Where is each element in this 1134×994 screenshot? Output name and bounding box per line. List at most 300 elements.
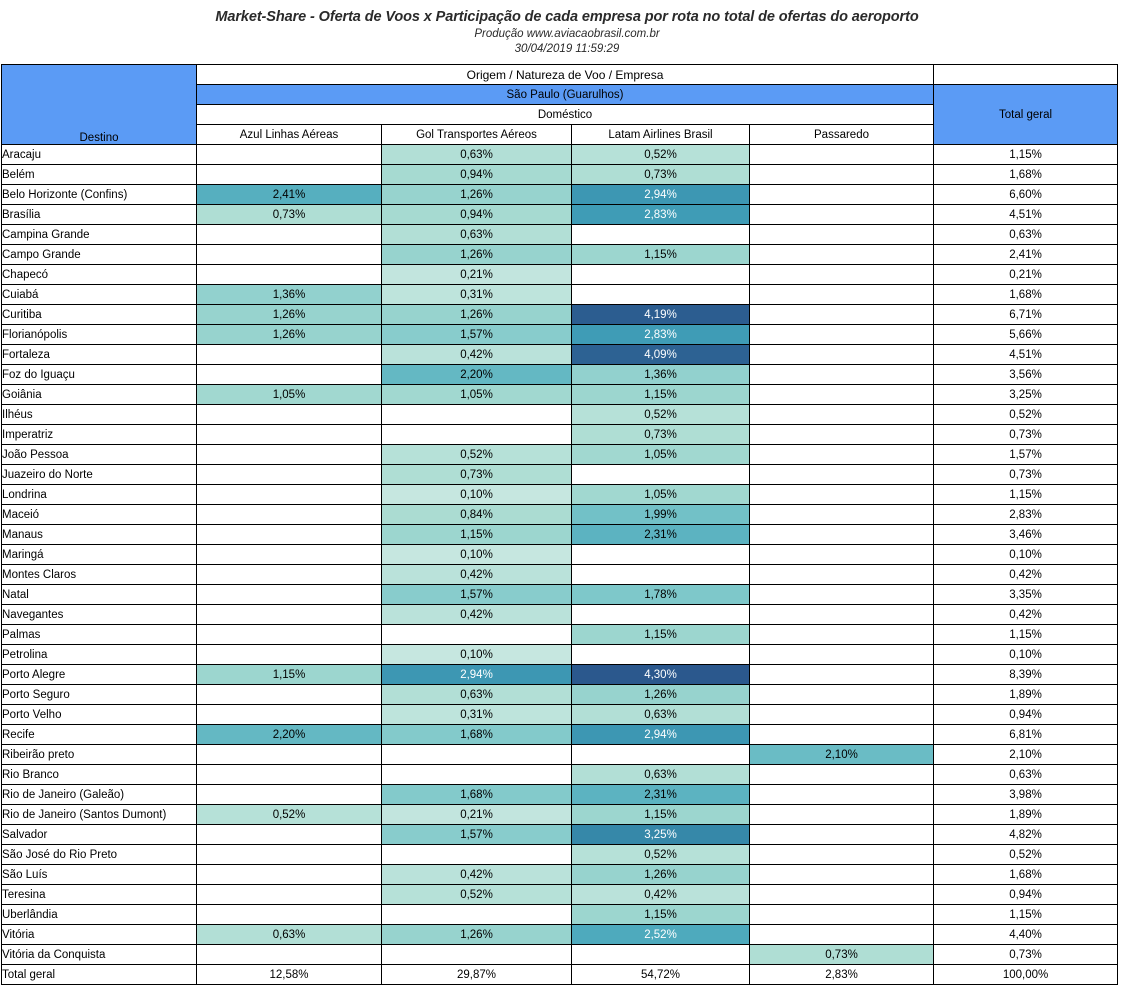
row-total-cell: 1,15% [934, 145, 1118, 165]
row-total-cell: 0,52% [934, 405, 1118, 425]
row-total-cell: 2,10% [934, 745, 1118, 765]
row-header-destino[interactable]: Juazeiro do Norte [2, 465, 197, 485]
row-total-cell: 0,52% [934, 845, 1118, 865]
heatmap-cell[interactable] [750, 165, 934, 185]
row-total-cell: 0,21% [934, 265, 1118, 285]
heatmap-cell[interactable] [572, 565, 750, 585]
heatmap-cell[interactable] [750, 465, 934, 485]
heatmap-cell[interactable] [750, 865, 934, 885]
heatmap-cell[interactable] [750, 285, 934, 305]
row-header-destino[interactable]: Chapecó [2, 265, 197, 285]
heatmap-cell[interactable] [197, 365, 382, 385]
heatmap-cell[interactable] [197, 705, 382, 725]
table-row [2, 445, 1118, 465]
heatmap-cell[interactable]: 1,05% [572, 445, 750, 465]
heatmap-cell[interactable] [750, 805, 934, 825]
heatmap-cell[interactable] [197, 245, 382, 265]
row-total-cell: 0,73% [934, 945, 1118, 965]
column-header-destino[interactable]: Destino [2, 65, 197, 145]
row-total-cell: 0,42% [934, 565, 1118, 585]
grand-total-cell: 100,00% [934, 965, 1118, 985]
row-total-cell: 0,94% [934, 885, 1118, 905]
heatmap-cell[interactable]: 1,26% [572, 685, 750, 705]
heatmap-cell[interactable]: 2,20% [197, 725, 382, 745]
row-total-cell: 4,40% [934, 925, 1118, 945]
row-header-destino[interactable]: Belo Horizonte (Confins) [2, 185, 197, 205]
row-total-cell: 0,10% [934, 545, 1118, 565]
heatmap-cell[interactable] [197, 485, 382, 505]
heatmap-cell[interactable] [197, 225, 382, 245]
heatmap-cell[interactable] [382, 765, 572, 785]
heatmap-cell[interactable]: 1,05% [572, 485, 750, 505]
row-total-cell: 6,60% [934, 185, 1118, 205]
heatmap-cell[interactable]: 1,57% [382, 325, 572, 345]
row-total-cell: 4,51% [934, 345, 1118, 365]
row-header-destino[interactable]: João Pessoa [2, 445, 197, 465]
table-row [2, 945, 1118, 965]
heatmap-cell[interactable] [197, 785, 382, 805]
heatmap-cell[interactable]: 2,94% [572, 185, 750, 205]
heatmap-cell[interactable] [750, 685, 934, 705]
heatmap-cell[interactable]: 2,31% [572, 785, 750, 805]
heatmap-cell[interactable]: 0,94% [382, 205, 572, 225]
heatmap-cell[interactable] [197, 465, 382, 485]
heatmap-cell[interactable] [197, 405, 382, 425]
row-header-destino[interactable]: Campo Grande [2, 245, 197, 265]
heatmap-cell[interactable] [750, 345, 934, 365]
column-header-origem-natureza-empresa: Origem / Natureza de Voo / Empresa [197, 65, 934, 85]
row-header-destino[interactable]: Porto Velho [2, 705, 197, 725]
heatmap-cell[interactable]: 0,63% [382, 685, 572, 705]
table-row [2, 365, 1118, 385]
heatmap-cell[interactable] [750, 845, 934, 865]
row-header-destino[interactable]: Ilhéus [2, 405, 197, 425]
heatmap-cell[interactable]: 1,36% [197, 285, 382, 305]
heatmap-cell[interactable]: 0,73% [572, 425, 750, 445]
row-header-destino[interactable]: Porto Seguro [2, 685, 197, 705]
row-header-destino[interactable]: Vitória [2, 925, 197, 945]
heatmap-cell[interactable]: 4,30% [572, 665, 750, 685]
heatmap-cell[interactable]: 0,73% [750, 945, 934, 965]
heatmap-cell[interactable] [750, 445, 934, 465]
row-header-destino[interactable]: Londrina [2, 485, 197, 505]
total-geral-spacer-top [934, 65, 1118, 85]
heatmap-cell[interactable]: 1,26% [382, 305, 572, 325]
column-total-cell: 2,83% [750, 965, 934, 985]
heatmap-cell[interactable] [572, 645, 750, 665]
heatmap-cell[interactable] [750, 605, 934, 625]
table-row [2, 385, 1118, 405]
row-total-cell: 1,15% [934, 905, 1118, 925]
heatmap-cell[interactable]: 0,52% [382, 885, 572, 905]
heatmap-cell[interactable]: 1,15% [572, 905, 750, 925]
table-row [2, 825, 1118, 845]
heatmap-cell[interactable]: 0,63% [572, 765, 750, 785]
table-row [2, 765, 1118, 785]
heatmap-cell[interactable]: 3,25% [572, 825, 750, 845]
row-header-destino[interactable]: Navegantes [2, 605, 197, 625]
heatmap-cell[interactable] [750, 585, 934, 605]
row-header-destino[interactable]: Petrolina [2, 645, 197, 665]
heatmap-cell[interactable] [382, 945, 572, 965]
row-header-destino[interactable]: São Luís [2, 865, 197, 885]
heatmap-cell[interactable]: 0,52% [572, 145, 750, 165]
market-share-pivot-table [1, 64, 1118, 985]
heatmap-cell[interactable]: 1,15% [572, 245, 750, 265]
heatmap-cell[interactable] [750, 765, 934, 785]
heatmap-cell[interactable] [750, 885, 934, 905]
heatmap-cell[interactable]: 1,99% [572, 505, 750, 525]
grand-total-row [2, 965, 1118, 985]
heatmap-cell[interactable]: 2,41% [197, 185, 382, 205]
table-row [2, 265, 1118, 285]
table-header [2, 65, 1118, 145]
heatmap-cell[interactable] [750, 665, 934, 685]
table-row [2, 845, 1118, 865]
heatmap-cell[interactable] [750, 485, 934, 505]
heatmap-cell[interactable]: 0,52% [572, 845, 750, 865]
row-total-cell: 3,46% [934, 525, 1118, 545]
table-row [2, 905, 1118, 925]
heatmap-cell[interactable]: 0,10% [382, 645, 572, 665]
heatmap-cell[interactable]: 1,26% [382, 925, 572, 945]
row-total-cell: 1,89% [934, 685, 1118, 705]
row-header-destino[interactable]: Aracaju [2, 145, 197, 165]
heatmap-cell[interactable]: 1,68% [382, 725, 572, 745]
table-row [2, 145, 1118, 165]
row-header-destino[interactable]: Teresina [2, 885, 197, 905]
heatmap-cell[interactable] [750, 705, 934, 725]
heatmap-cell[interactable] [750, 225, 934, 245]
table-row [2, 665, 1118, 685]
row-total-cell: 6,71% [934, 305, 1118, 325]
heatmap-cell[interactable] [572, 745, 750, 765]
heatmap-cell[interactable] [197, 765, 382, 785]
heatmap-cell[interactable] [750, 185, 934, 205]
table-row [2, 325, 1118, 345]
heatmap-cell[interactable] [750, 325, 934, 345]
heatmap-cell[interactable] [382, 425, 572, 445]
table-body [2, 145, 1118, 985]
heatmap-cell[interactable]: 2,94% [572, 725, 750, 745]
heatmap-cell[interactable]: 0,21% [382, 805, 572, 825]
heatmap-cell[interactable] [572, 225, 750, 245]
heatmap-cell[interactable] [750, 405, 934, 425]
heatmap-cell[interactable] [750, 725, 934, 745]
heatmap-cell[interactable]: 1,05% [197, 385, 382, 405]
heatmap-cell[interactable] [750, 545, 934, 565]
heatmap-cell[interactable] [197, 825, 382, 845]
table-row [2, 885, 1118, 905]
row-header-destino[interactable]: Curitiba [2, 305, 197, 325]
heatmap-cell[interactable]: 2,20% [382, 365, 572, 385]
heatmap-cell[interactable] [750, 145, 934, 165]
heatmap-cell[interactable]: 0,73% [382, 465, 572, 485]
row-header-destino[interactable]: Campina Grande [2, 225, 197, 245]
row-total-cell: 1,57% [934, 445, 1118, 465]
heatmap-cell[interactable] [197, 445, 382, 465]
table-row [2, 805, 1118, 825]
row-header-destino[interactable]: Goiânia [2, 385, 197, 405]
heatmap-cell[interactable] [197, 905, 382, 925]
table-row [2, 525, 1118, 545]
report-producer: Produção www.aviacaobrasil.com.br [474, 28, 660, 40]
row-total-cell: 6,81% [934, 725, 1118, 745]
heatmap-cell[interactable] [197, 525, 382, 545]
row-total-cell: 0,63% [934, 765, 1118, 785]
row-total-cell: 1,68% [934, 165, 1118, 185]
heatmap-cell[interactable] [750, 505, 934, 525]
heatmap-cell[interactable] [750, 265, 934, 285]
heatmap-cell[interactable]: 2,31% [572, 525, 750, 545]
heatmap-cell[interactable]: 1,57% [382, 585, 572, 605]
heatmap-cell[interactable] [750, 905, 934, 925]
heatmap-cell[interactable]: 1,15% [382, 525, 572, 545]
table-row [2, 645, 1118, 665]
heatmap-cell[interactable]: 1,26% [197, 305, 382, 325]
heatmap-cell[interactable]: 1,26% [197, 325, 382, 345]
table-row [2, 925, 1118, 945]
row-header-destino[interactable]: Fortaleza [2, 345, 197, 365]
heatmap-cell[interactable] [750, 925, 934, 945]
heatmap-cell[interactable]: 4,19% [572, 305, 750, 325]
heatmap-cell[interactable] [750, 425, 934, 445]
row-header-destino[interactable]: Uberlândia [2, 905, 197, 925]
header-row-origin-label [2, 65, 1118, 85]
heatmap-cell[interactable]: 1,57% [382, 825, 572, 845]
column-header-passaredo[interactable]: Passaredo [750, 125, 934, 145]
heatmap-cell[interactable]: 1,68% [382, 785, 572, 805]
heatmap-cell[interactable] [197, 845, 382, 865]
heatmap-cell[interactable] [572, 285, 750, 305]
column-header-azul[interactable]: Azul Linhas Aéreas [197, 125, 382, 145]
heatmap-cell[interactable] [750, 645, 934, 665]
heatmap-cell[interactable]: 1,15% [572, 385, 750, 405]
column-total-cell: 54,72% [572, 965, 750, 985]
heatmap-cell[interactable] [750, 245, 934, 265]
heatmap-cell[interactable] [750, 205, 934, 225]
heatmap-cell[interactable]: 1,26% [382, 185, 572, 205]
heatmap-cell[interactable] [382, 405, 572, 425]
row-total-cell: 2,41% [934, 245, 1118, 265]
row-total-cell: 0,73% [934, 425, 1118, 445]
heatmap-cell[interactable] [197, 685, 382, 705]
row-total-cell: 0,63% [934, 225, 1118, 245]
row-total-cell: 0,10% [934, 645, 1118, 665]
heatmap-cell[interactable]: 1,36% [572, 365, 750, 385]
table-row [2, 345, 1118, 365]
heatmap-cell[interactable] [197, 425, 382, 445]
heatmap-cell[interactable] [750, 825, 934, 845]
row-header-destino[interactable]: Manaus [2, 525, 197, 545]
row-total-cell: 3,56% [934, 365, 1118, 385]
heatmap-cell[interactable] [750, 565, 934, 585]
heatmap-cell[interactable]: 0,42% [572, 885, 750, 905]
heatmap-cell[interactable] [197, 345, 382, 365]
row-header-destino[interactable]: Cuiabá [2, 285, 197, 305]
heatmap-cell[interactable] [197, 745, 382, 765]
row-header-destino[interactable]: Imperatriz [2, 425, 197, 445]
heatmap-cell[interactable] [572, 465, 750, 485]
heatmap-cell[interactable]: 2,52% [572, 925, 750, 945]
heatmap-cell[interactable] [197, 865, 382, 885]
row-header-destino[interactable]: Ribeirão preto [2, 745, 197, 765]
row-header-destino[interactable]: Montes Claros [2, 565, 197, 585]
heatmap-cell[interactable]: 0,21% [382, 265, 572, 285]
row-header-destino[interactable]: Natal [2, 585, 197, 605]
row-header-destino[interactable]: Maceió [2, 505, 197, 525]
heatmap-cell[interactable]: 1,15% [197, 665, 382, 685]
heatmap-cell[interactable]: 0,52% [382, 445, 572, 465]
table-row [2, 625, 1118, 645]
row-header-destino[interactable]: Vitória da Conquista [2, 945, 197, 965]
table-row [2, 285, 1118, 305]
grand-total-label: Total geral [2, 965, 197, 985]
column-header-latam[interactable]: Latam Airlines Brasil [572, 125, 750, 145]
row-total-cell: 4,82% [934, 825, 1118, 845]
row-total-cell: 3,35% [934, 585, 1118, 605]
row-total-cell: 0,94% [934, 705, 1118, 725]
heatmap-cell[interactable] [572, 545, 750, 565]
heatmap-cell[interactable] [197, 565, 382, 585]
heatmap-cell[interactable] [197, 165, 382, 185]
table-row [2, 685, 1118, 705]
row-header-destino[interactable]: Rio de Janeiro (Santos Dumont) [2, 805, 197, 825]
row-header-destino[interactable]: São José do Rio Preto [2, 845, 197, 865]
heatmap-cell[interactable] [750, 625, 934, 645]
heatmap-cell[interactable]: 0,42% [382, 345, 572, 365]
column-header-gol[interactable]: Gol Transportes Aéreos [382, 125, 572, 145]
heatmap-cell[interactable]: 0,63% [197, 925, 382, 945]
row-header-destino[interactable]: Recife [2, 725, 197, 745]
heatmap-cell[interactable]: 1,15% [572, 805, 750, 825]
page-title: Market-Share - Oferta de Voos x Participação de cada empresa por rota no total de ofertas do aeroporto [215, 9, 919, 25]
heatmap-cell[interactable] [750, 305, 934, 325]
table-row [2, 605, 1118, 625]
heatmap-cell[interactable]: 0,31% [382, 705, 572, 725]
heatmap-cell[interactable]: 2,10% [750, 745, 934, 765]
column-total-cell: 29,87% [382, 965, 572, 985]
heatmap-cell[interactable]: 0,94% [382, 165, 572, 185]
row-total-cell: 4,51% [934, 205, 1118, 225]
heatmap-cell[interactable] [382, 845, 572, 865]
heatmap-cell[interactable]: 1,78% [572, 585, 750, 605]
table-row [2, 405, 1118, 425]
heatmap-cell[interactable]: 1,05% [382, 385, 572, 405]
heatmap-cell[interactable] [382, 625, 572, 645]
table-row [2, 225, 1118, 245]
heatmap-cell[interactable]: 0,52% [572, 405, 750, 425]
row-header-destino[interactable]: Rio de Janeiro (Galeão) [2, 785, 197, 805]
heatmap-cell[interactable]: 2,94% [382, 665, 572, 685]
heatmap-cell[interactable]: 0,52% [197, 805, 382, 825]
column-header-total-geral[interactable]: Total geral [934, 85, 1118, 145]
heatmap-cell[interactable] [197, 265, 382, 285]
row-header-destino[interactable]: Rio Branco [2, 765, 197, 785]
heatmap-cell[interactable] [197, 645, 382, 665]
heatmap-cell[interactable] [750, 525, 934, 545]
heatmap-cell[interactable]: 1,15% [572, 625, 750, 645]
heatmap-cell[interactable]: 0,73% [197, 205, 382, 225]
heatmap-cell[interactable] [197, 585, 382, 605]
heatmap-cell[interactable]: 0,84% [382, 505, 572, 525]
table-row [2, 305, 1118, 325]
row-total-cell: 1,68% [934, 285, 1118, 305]
row-header-destino[interactable]: Salvador [2, 825, 197, 845]
heatmap-cell[interactable] [197, 885, 382, 905]
heatmap-cell[interactable]: 0,63% [382, 145, 572, 165]
heatmap-cell[interactable] [572, 605, 750, 625]
heatmap-cell[interactable]: 0,73% [572, 165, 750, 185]
row-total-cell: 0,42% [934, 605, 1118, 625]
heatmap-cell[interactable]: 0,63% [382, 225, 572, 245]
table-row [2, 165, 1118, 185]
heatmap-cell[interactable] [197, 625, 382, 645]
heatmap-cell[interactable]: 0,63% [572, 705, 750, 725]
table-row [2, 245, 1118, 265]
heatmap-cell[interactable]: 1,26% [572, 865, 750, 885]
heatmap-cell[interactable] [382, 905, 572, 925]
heatmap-cell[interactable] [750, 365, 934, 385]
heatmap-cell[interactable] [750, 785, 934, 805]
heatmap-cell[interactable]: 2,83% [572, 205, 750, 225]
row-header-destino[interactable]: Foz do Iguaçu [2, 365, 197, 385]
table-row [2, 785, 1118, 805]
heatmap-cell[interactable]: 0,31% [382, 285, 572, 305]
row-header-destino[interactable]: Belém [2, 165, 197, 185]
row-total-cell: 1,89% [934, 805, 1118, 825]
table-row [2, 585, 1118, 605]
heatmap-cell[interactable]: 4,09% [572, 345, 750, 365]
heatmap-cell[interactable] [197, 605, 382, 625]
table-row [2, 745, 1118, 765]
row-total-cell: 2,83% [934, 505, 1118, 525]
heatmap-cell[interactable]: 2,83% [572, 325, 750, 345]
table-row [2, 505, 1118, 525]
heatmap-cell[interactable] [750, 385, 934, 405]
heatmap-cell[interactable]: 0,10% [382, 485, 572, 505]
row-total-cell: 0,73% [934, 465, 1118, 485]
row-total-cell: 1,15% [934, 625, 1118, 645]
table-row [2, 485, 1118, 505]
report-title-block [0, 0, 1134, 57]
table-row [2, 865, 1118, 885]
heatmap-cell[interactable] [197, 945, 382, 965]
heatmap-cell[interactable]: 0,42% [382, 605, 572, 625]
heatmap-cell[interactable]: 0,42% [382, 565, 572, 585]
heatmap-cell[interactable]: 0,42% [382, 865, 572, 885]
column-total-cell: 12,58% [197, 965, 382, 985]
row-header-destino[interactable]: Maringá [2, 545, 197, 565]
heatmap-cell[interactable]: 0,10% [382, 545, 572, 565]
row-header-destino[interactable]: Porto Alegre [2, 665, 197, 685]
heatmap-cell[interactable] [197, 505, 382, 525]
heatmap-cell[interactable] [572, 945, 750, 965]
row-total-cell: 1,68% [934, 865, 1118, 885]
heatmap-cell[interactable] [197, 145, 382, 165]
row-total-cell: 3,98% [934, 785, 1118, 805]
report-timestamp: 30/04/2019 11:59:29 [514, 43, 620, 55]
heatmap-cell[interactable] [197, 545, 382, 565]
table-row [2, 565, 1118, 585]
row-header-destino[interactable]: Brasília [2, 205, 197, 225]
column-header-sao-paulo-guarulhos: São Paulo (Guarulhos) [197, 85, 934, 105]
heatmap-cell[interactable] [572, 265, 750, 285]
row-header-destino[interactable]: Florianópolis [2, 325, 197, 345]
heatmap-cell[interactable] [382, 745, 572, 765]
row-header-destino[interactable]: Palmas [2, 625, 197, 645]
heatmap-cell[interactable]: 1,26% [382, 245, 572, 265]
